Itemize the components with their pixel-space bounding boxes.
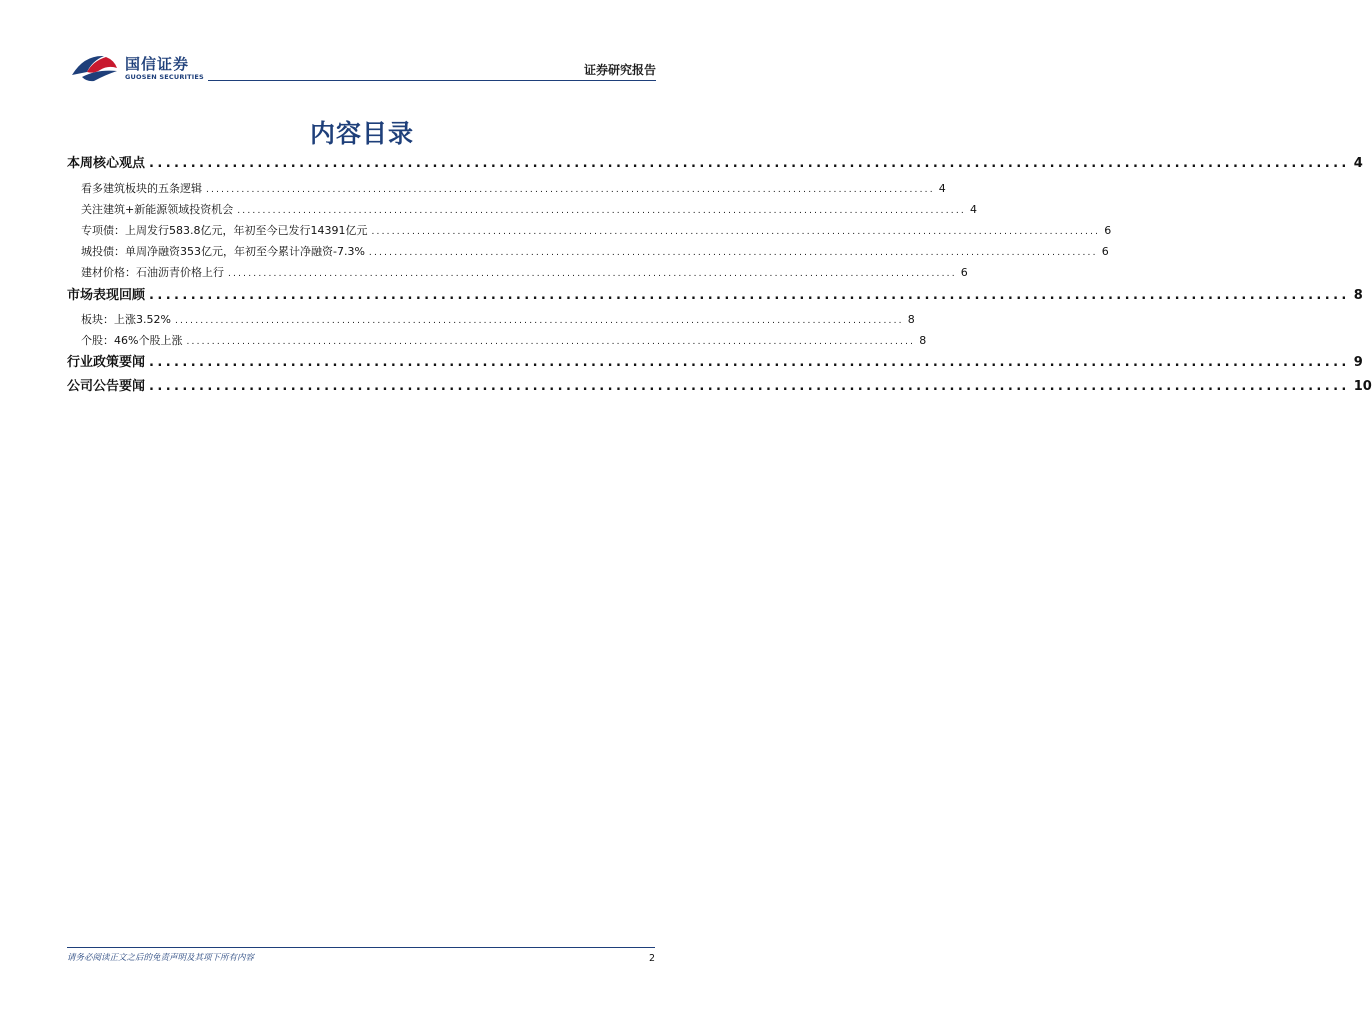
toc-entry-page: 6 bbox=[1101, 245, 1109, 258]
toc-leader-dots: ................................................................................................................................................ bbox=[149, 379, 1350, 394]
toc-leader-dots: ................................................................................................................................................ bbox=[149, 355, 1350, 370]
toc-entry-page: 4 bbox=[1353, 156, 1363, 171]
toc-entry-label: 行业政策要闻 bbox=[67, 355, 146, 370]
toc-entry[interactable] bbox=[67, 152, 1363, 171]
toc-entry-page: 8 bbox=[919, 334, 927, 347]
footer-disclaimer: 请务必阅读正文之后的免责声明及其项下所有内容 bbox=[67, 953, 255, 963]
header-divider bbox=[208, 80, 656, 81]
toc-entry-page: 8 bbox=[1353, 288, 1363, 303]
toc-entry-label: 城投债：单周净融资353亿元，年初至今累计净融资-7.3% bbox=[81, 245, 365, 258]
toc-entry[interactable] bbox=[81, 264, 968, 280]
footer-page-number: 2 bbox=[648, 953, 655, 964]
toc-entry[interactable] bbox=[81, 332, 927, 348]
toc-leader-dots: ................................................................................................................................................ bbox=[149, 288, 1350, 303]
toc-leader-dots: ................................................................................................................................................ bbox=[228, 269, 957, 279]
toc-leader-dots: ................................................................................................................................................ bbox=[174, 316, 904, 326]
toc-entry-label: 市场表现回顾 bbox=[67, 288, 146, 303]
toc-entry-page: 6 bbox=[1104, 224, 1112, 237]
toc-title: 内容目录 bbox=[309, 119, 414, 148]
toc-entry-page: 9 bbox=[1353, 355, 1363, 370]
guosen-logo bbox=[70, 50, 210, 84]
toc-entry-page: 8 bbox=[907, 313, 915, 326]
toc-entry[interactable] bbox=[67, 284, 1363, 303]
toc-entry-label: 个股：46%个股上涨 bbox=[81, 334, 183, 347]
toc-leader-dots: ................................................................................................................................................ bbox=[237, 206, 966, 216]
toc-entry-page: 6 bbox=[960, 266, 968, 279]
toc-entry-page: 4 bbox=[969, 203, 977, 216]
toc-leader-dots: ................................................................................................................................................ bbox=[368, 248, 1098, 258]
toc-entry[interactable] bbox=[67, 375, 1372, 394]
guosen-logo-icon bbox=[70, 50, 122, 84]
report-type-label: 证券研究报告 bbox=[583, 63, 656, 77]
toc-entry-label: 本周核心观点 bbox=[67, 156, 146, 171]
toc-entry[interactable] bbox=[81, 180, 946, 196]
toc-entry-label: 关注建筑+新能源领域投资机会 bbox=[81, 203, 234, 216]
toc-entry[interactable] bbox=[81, 311, 915, 327]
toc-entry-label: 专项债：上周发行583.8亿元，年初至今已发行14391亿元 bbox=[81, 224, 368, 237]
toc-entry-page: 4 bbox=[938, 182, 946, 195]
toc-leader-dots: ................................................................................................................................................ bbox=[371, 227, 1101, 237]
toc-entry[interactable] bbox=[81, 201, 977, 217]
toc-entry-label: 板块：上涨3.52% bbox=[81, 313, 171, 326]
toc-entry-label: 公司公告要闻 bbox=[67, 379, 146, 394]
toc-leader-dots: ................................................................................................................................................ bbox=[186, 337, 916, 347]
toc-entry[interactable] bbox=[81, 222, 1112, 238]
toc-leader-dots: ................................................................................................................................................ bbox=[206, 185, 935, 195]
logo-english-name: GUOSEN SECURITIES bbox=[125, 73, 204, 81]
toc-leader-dots: ................................................................................................................................................ bbox=[149, 156, 1350, 171]
toc-entry-label: 建材价格：石油沥青价格上行 bbox=[81, 266, 224, 279]
toc-entry-page: 10 bbox=[1353, 379, 1372, 394]
page-header bbox=[0, 0, 724, 90]
toc-entry[interactable] bbox=[81, 243, 1109, 259]
footer-divider bbox=[67, 947, 655, 948]
toc-entry-label: 看多建筑板块的五条逻辑 bbox=[81, 182, 202, 195]
logo-chinese-name: 国信证券 bbox=[125, 55, 190, 73]
toc-entry[interactable] bbox=[67, 351, 1363, 370]
